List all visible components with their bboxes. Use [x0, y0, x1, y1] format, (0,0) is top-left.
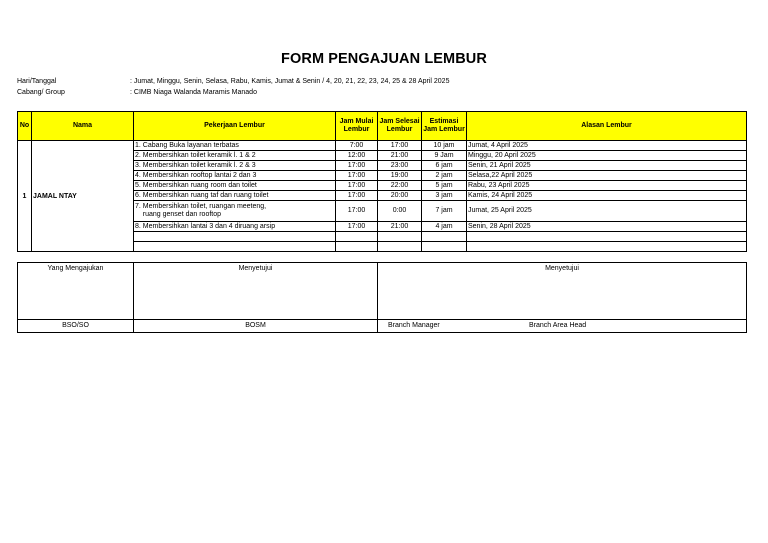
- reason-cell: Jumat, 4 April 2025: [467, 141, 747, 151]
- estimate-cell: 7 jam: [422, 201, 467, 222]
- info-label: Cabang/ Group: [17, 89, 65, 96]
- empty-cell: [422, 242, 467, 252]
- end-cell: 20:00: [378, 191, 422, 201]
- sig-branch-area-head: Branch Area Head: [529, 322, 587, 329]
- header-pekerjaan: Pekerjaan Lembur: [134, 112, 336, 141]
- header-estimasi: Estimasi Jam Lembur: [422, 112, 467, 141]
- empty-cell: [134, 232, 336, 242]
- table-header-row: [18, 112, 747, 141]
- empty-cell: [378, 232, 422, 242]
- header-nama: Nama: [32, 112, 134, 141]
- end-cell: 19:00: [378, 171, 422, 181]
- sig-applicant-head: Yang Mengajukan: [18, 263, 134, 320]
- estimate-cell: 9 Jam: [422, 151, 467, 161]
- empty-cell: [336, 242, 378, 252]
- reason-cell: Kamis, 24 April 2025: [467, 191, 747, 201]
- overtime-table: [17, 111, 747, 252]
- empty-cell: [467, 232, 747, 242]
- header-no: No: [18, 112, 32, 141]
- start-cell: 17:00: [336, 191, 378, 201]
- reason-cell: Senin, 21 April 2025: [467, 161, 747, 171]
- reason-cell: Senin, 28 April 2025: [467, 222, 747, 232]
- end-cell: 23:00: [378, 161, 422, 171]
- empty-cell: [336, 232, 378, 242]
- empty-cell: [422, 232, 467, 242]
- row-no: 1: [18, 141, 32, 252]
- sig-approver2-roles: [378, 320, 747, 333]
- start-cell: 17:00: [336, 161, 378, 171]
- signature-foot-row: [18, 320, 747, 333]
- job-cell: 6. Membersihkan ruang taf dan ruang toilet: [134, 191, 336, 201]
- start-cell: 17:00: [336, 181, 378, 191]
- start-cell: 7:00: [336, 141, 378, 151]
- row-name: JAMAL NTAY: [32, 141, 134, 252]
- header-jam-mulai: Jam Mulai Lembur: [336, 112, 378, 141]
- header-alasan: Alasan Lembur: [467, 112, 747, 141]
- info-label: Hari/Tanggal: [17, 78, 57, 85]
- job-cell: 4. Membersihkan rooftop lantai 2 dan 3: [134, 171, 336, 181]
- empty-cell: [134, 242, 336, 252]
- estimate-cell: 10 jam: [422, 141, 467, 151]
- job-line: 7. Membersihkan toilet, ruangan meeteng,: [135, 203, 267, 210]
- sig-approver2-head: Menyetujui: [378, 263, 747, 320]
- signature-table: [17, 262, 747, 333]
- signature-head-row: [18, 263, 747, 320]
- job-cell: 3. Membersihkan toilet keramik l. 2 & 3: [134, 161, 336, 171]
- estimate-cell: 4 jam: [422, 222, 467, 232]
- reason-cell: Jumat, 25 April 2025: [467, 201, 747, 222]
- empty-cell: [378, 242, 422, 252]
- job-cell: 1. Cabang Buka layanan terbatas: [134, 141, 336, 151]
- info-value: : CIMB Niaga Walanda Maramis Manado: [130, 89, 257, 96]
- header-jam-selesai: Jam Selesai Lembur: [378, 112, 422, 141]
- sig-approver1-head: Menyetujui: [134, 263, 378, 320]
- sig-roles-wrap: [379, 320, 745, 332]
- job-cell: 2. Membersihkan toilet keramik l. 1 & 2: [134, 151, 336, 161]
- end-cell: 17:00: [378, 141, 422, 151]
- estimate-cell: 2 jam: [422, 171, 467, 181]
- reason-cell: Selasa,22 April 2025: [467, 171, 747, 181]
- start-cell: 17:00: [336, 201, 378, 222]
- end-cell: 21:00: [378, 151, 422, 161]
- empty-cell: [467, 242, 747, 252]
- job-cell: [134, 201, 336, 222]
- estimate-cell: 3 jam: [422, 191, 467, 201]
- estimate-cell: 5 jam: [422, 181, 467, 191]
- start-cell: 12:00: [336, 151, 378, 161]
- job-line: ruang genset dan rooftop: [135, 211, 222, 218]
- form-title: FORM PENGAJUAN LEMBUR: [281, 51, 487, 67]
- job-cell: 8. Membersihkan lantai 3 dan 4 diruang arsip: [134, 222, 336, 232]
- sig-approver1-role: BOSM: [134, 320, 378, 333]
- info-value: : Jumat, Minggu, Senin, Selasa, Rabu, Kamis, Jumat & Senin / 4, 20, 21, 22, 23, 24, 25 & 28 April 2025: [130, 78, 450, 85]
- end-cell: 22:00: [378, 181, 422, 191]
- sig-branch-manager: Branch Manager: [388, 322, 440, 329]
- start-cell: 17:00: [336, 171, 378, 181]
- end-cell: 0:00: [378, 201, 422, 222]
- table-row: [18, 141, 747, 151]
- end-cell: 21:00: [378, 222, 422, 232]
- sig-applicant-role: BSO/SO: [18, 320, 134, 333]
- reason-cell: Rabu, 23 April 2025: [467, 181, 747, 191]
- start-cell: 17:00: [336, 222, 378, 232]
- job-cell: 5. Membersihkan ruang room dan toilet: [134, 181, 336, 191]
- estimate-cell: 6 jam: [422, 161, 467, 171]
- reason-cell: Minggu, 20 April 2025: [467, 151, 747, 161]
